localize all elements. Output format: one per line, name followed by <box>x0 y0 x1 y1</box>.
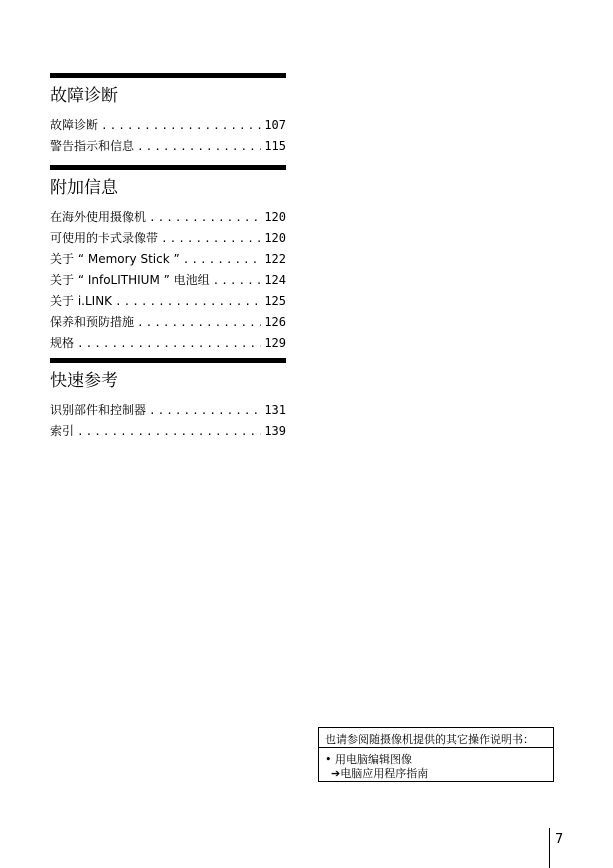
leader-dots <box>183 249 262 270</box>
toc-entry[interactable] <box>50 312 286 333</box>
toc-entry-label: 保养和预防措施 <box>50 315 135 329</box>
toc-entry-label: 在海外使用摄像机 <box>50 210 147 224</box>
note-divider <box>319 747 553 748</box>
toc-entry-label: 识别部件和控制器 <box>50 403 147 417</box>
toc-entry-label: 警告指示和信息 <box>50 139 135 153</box>
leader-dots <box>77 421 261 442</box>
leader-dots <box>149 207 261 228</box>
toc-entry-page: 115 <box>264 139 286 153</box>
toc-entry[interactable] <box>50 333 286 354</box>
leader-dots <box>149 400 261 421</box>
toc-entry-label: 关于 i.LINK <box>50 294 113 308</box>
arrow-right-icon: ➔ <box>331 767 341 780</box>
toc-entry-label: 关于 “ Memory Stick ” <box>50 252 180 266</box>
toc-section-additional-info <box>50 165 286 354</box>
toc-entry-page: 125 <box>264 294 286 308</box>
leader-dots <box>137 136 261 157</box>
note-item: • 用电脑编辑图像 <box>325 753 412 766</box>
toc-entry-page: 126 <box>264 315 286 329</box>
toc-entry-page: 120 <box>264 231 286 245</box>
toc-entry[interactable] <box>50 115 286 136</box>
leader-dots <box>137 312 261 333</box>
toc-entry-page: 129 <box>264 336 286 350</box>
note-subitem-label: 电脑应用程序指南 <box>340 767 429 780</box>
toc-entry[interactable] <box>50 291 286 312</box>
toc-entry[interactable] <box>50 400 286 421</box>
toc-entry-label: 索引 <box>50 424 75 438</box>
section-bar <box>50 358 286 363</box>
toc-entry[interactable] <box>50 270 286 291</box>
leader-dots <box>101 115 261 136</box>
toc-entry-label: 可使用的卡式录像带 <box>50 231 159 245</box>
toc-entry-page: 124 <box>264 273 286 287</box>
toc-entry[interactable] <box>50 249 286 270</box>
toc-entry[interactable] <box>50 207 286 228</box>
section-title: 附加信息 <box>50 178 118 198</box>
page-number-rule <box>549 828 550 868</box>
toc-section-quick-reference <box>50 358 286 442</box>
toc-entry[interactable] <box>50 136 286 157</box>
reference-note-box <box>318 727 554 782</box>
toc-entry-page: 139 <box>264 424 286 438</box>
section-bar <box>50 165 286 170</box>
section-title: 快速参考 <box>50 371 118 391</box>
toc-entry-label: 关于 “ InfoLITHIUM ” 电池组 <box>50 273 210 287</box>
section-bar <box>50 73 286 78</box>
toc-section-troubleshooting <box>50 73 286 157</box>
leader-dots <box>115 291 261 312</box>
leader-dots <box>77 333 261 354</box>
toc-entry-page: 131 <box>264 403 286 417</box>
note-subitem <box>331 765 428 781</box>
toc-entry-label: 规格 <box>50 336 75 350</box>
leader-dots <box>161 228 261 249</box>
section-title: 故障诊断 <box>50 86 118 106</box>
toc-entry-page: 120 <box>264 210 286 224</box>
leader-dots <box>213 270 262 291</box>
toc-entry-page: 122 <box>264 252 286 266</box>
page-number: 7 <box>555 832 564 847</box>
note-title: 也请参阅随摄像机提供的其它操作说明书： <box>325 733 534 746</box>
toc-entry[interactable] <box>50 421 286 442</box>
toc-entry-page: 107 <box>264 118 286 132</box>
toc-entry-label: 故障诊断 <box>50 118 99 132</box>
toc-entry[interactable] <box>50 228 286 249</box>
